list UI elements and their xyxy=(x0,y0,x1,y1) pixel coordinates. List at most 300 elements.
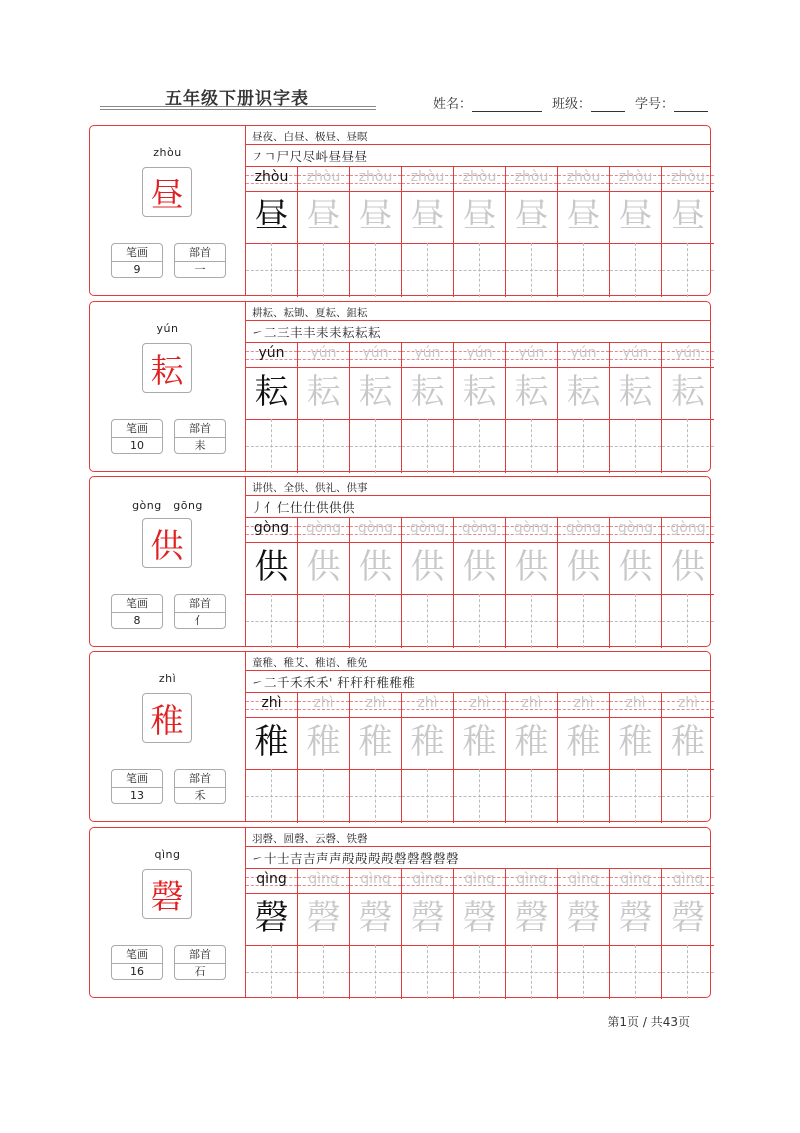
stroke-count-box xyxy=(111,594,163,629)
character-cell[interactable] xyxy=(558,367,609,420)
pinyin-cell[interactable] xyxy=(454,693,505,718)
character-cell[interactable] xyxy=(662,367,714,420)
character-trace: 昼 xyxy=(618,196,653,236)
blank-practice-cell[interactable] xyxy=(402,594,453,648)
character-cell[interactable] xyxy=(350,717,401,770)
card-info-panel xyxy=(90,652,246,821)
practice-column xyxy=(610,167,662,297)
blank-practice-cell[interactable] xyxy=(610,419,661,473)
guide-line xyxy=(271,594,272,648)
pinyin-cell[interactable] xyxy=(402,869,453,894)
stroke-order: ㇇ㄱ尸尺尽㞳昼昼昼 xyxy=(251,149,368,164)
pinyin-cell[interactable] xyxy=(662,693,714,718)
pinyin-heading: zhòu xyxy=(153,146,182,159)
pinyin-cell[interactable] xyxy=(298,167,349,192)
guide-line xyxy=(479,945,480,999)
character-card xyxy=(89,125,711,296)
card-info-panel xyxy=(90,477,246,646)
guide-line xyxy=(662,796,714,797)
main-character: 供 xyxy=(142,518,192,568)
practice-column xyxy=(610,518,662,648)
practice-column xyxy=(506,167,558,297)
guide-line xyxy=(635,945,636,999)
practice-column xyxy=(454,869,506,999)
character-cell[interactable] xyxy=(402,191,453,244)
radical-box xyxy=(174,243,226,278)
pinyin-trace: zhòu xyxy=(514,169,549,185)
practice-area xyxy=(246,828,710,997)
pinyin-cell[interactable] xyxy=(350,518,401,543)
pinyin-cell[interactable] xyxy=(506,518,557,543)
pinyin-cell[interactable] xyxy=(662,869,714,894)
pinyin-cell[interactable] xyxy=(558,693,609,718)
blank-practice-cell[interactable] xyxy=(246,243,297,297)
guide-line xyxy=(427,769,428,823)
character-cell[interactable] xyxy=(506,367,557,420)
pinyin-trace: zhòu xyxy=(306,169,341,185)
blank-practice-cell[interactable] xyxy=(246,769,297,823)
blank-practice-cell[interactable] xyxy=(558,243,609,297)
guide-line xyxy=(687,769,688,823)
blank-practice-cell[interactable] xyxy=(662,243,714,297)
blank-practice-cell[interactable] xyxy=(662,945,714,999)
pinyin-cell[interactable] xyxy=(246,343,297,368)
pinyin-cell[interactable] xyxy=(350,343,401,368)
guide-line xyxy=(375,594,376,648)
blank-practice-cell[interactable] xyxy=(350,243,401,297)
pinyin-cell[interactable] xyxy=(610,518,661,543)
divider xyxy=(246,144,710,145)
character-cell[interactable] xyxy=(246,542,297,595)
pinyin-cell[interactable] xyxy=(298,693,349,718)
card-info-panel xyxy=(90,828,246,997)
character-trace: 磬 xyxy=(618,898,653,938)
character-cell[interactable] xyxy=(610,367,661,420)
character-cell[interactable] xyxy=(350,542,401,595)
pinyin-cell[interactable] xyxy=(662,167,714,192)
guide-line xyxy=(427,945,428,999)
pinyin-cell[interactable] xyxy=(246,518,297,543)
blank-practice-cell[interactable] xyxy=(402,243,453,297)
pinyin-cell[interactable] xyxy=(610,693,661,718)
character-cell[interactable] xyxy=(298,542,349,595)
pinyin-cell[interactable] xyxy=(610,167,661,192)
pinyin-trace: zhì xyxy=(469,695,490,711)
class-field xyxy=(552,93,625,112)
practice-column xyxy=(610,343,662,473)
stroke-order: 丿亻仁仕仕供供供 xyxy=(251,500,356,515)
pinyin-cell[interactable] xyxy=(246,693,297,718)
pinyin-cell[interactable] xyxy=(558,343,609,368)
blank-practice-cell[interactable] xyxy=(350,594,401,648)
practice-area xyxy=(246,302,710,471)
pinyin-trace: zhòu xyxy=(358,169,393,185)
character-cell[interactable] xyxy=(610,717,661,770)
character-cell[interactable] xyxy=(454,717,505,770)
character-cell[interactable] xyxy=(610,542,661,595)
blank-practice-cell[interactable] xyxy=(246,594,297,648)
radical-box xyxy=(174,594,226,629)
blank-practice-cell[interactable] xyxy=(558,419,609,473)
character-cell[interactable] xyxy=(298,191,349,244)
stroke-order: ㇀十士吉吉声声殸殸殸殸磬磬磬磬磬 xyxy=(251,851,460,866)
blank-practice-cell[interactable] xyxy=(558,945,609,999)
practice-column xyxy=(454,167,506,297)
blank-practice-cell[interactable] xyxy=(610,594,661,648)
pinyin-cell[interactable] xyxy=(298,869,349,894)
character-cell[interactable] xyxy=(662,717,714,770)
guide-line xyxy=(479,769,480,823)
blank-practice-cell[interactable] xyxy=(610,945,661,999)
radical-value: 禾 xyxy=(194,789,206,802)
example-words: 昼夜、白昼、极昼、昼暝 xyxy=(252,131,368,143)
stroke-count-box xyxy=(111,769,163,804)
pinyin-cell[interactable] xyxy=(402,518,453,543)
pinyin-cell[interactable] xyxy=(506,693,557,718)
stroke-count-value: 16 xyxy=(130,965,144,978)
character-cell[interactable] xyxy=(298,893,349,946)
pinyin-trace: zhì xyxy=(521,695,542,711)
blank-practice-cell[interactable] xyxy=(298,419,349,473)
character-cell[interactable] xyxy=(246,367,297,420)
pinyin-cell[interactable] xyxy=(558,167,609,192)
practice-column xyxy=(610,869,662,999)
character-trace: 昼 xyxy=(358,196,393,236)
character-trace: 磬 xyxy=(306,898,341,938)
divider xyxy=(246,846,710,847)
character-cell[interactable] xyxy=(558,542,609,595)
pinyin-trace: gòng xyxy=(565,520,602,536)
character-cell[interactable] xyxy=(298,367,349,420)
stroke-count-value: 9 xyxy=(133,263,141,276)
guide-line xyxy=(662,972,714,973)
character-trace: 稚 xyxy=(306,722,341,762)
blank-practice-cell[interactable] xyxy=(402,769,453,823)
pinyin-heading: gòng gōng xyxy=(132,499,203,512)
blank-practice-cell[interactable] xyxy=(506,769,557,823)
radical-label: 部首 xyxy=(175,946,225,964)
example-words: 耕耘、耘锄、夏耘、鉏耘 xyxy=(252,307,368,319)
guide-line xyxy=(687,594,688,648)
pinyin-trace: gòng xyxy=(305,520,342,536)
character-cell[interactable] xyxy=(402,893,453,946)
guide-line xyxy=(687,243,688,297)
guide-line xyxy=(323,419,324,473)
pinyin-trace: zhòu xyxy=(410,169,445,185)
practice-column xyxy=(558,869,610,999)
pinyin-trace: qìng xyxy=(308,871,339,887)
blank-practice-cell[interactable] xyxy=(610,769,661,823)
practice-column xyxy=(662,869,714,999)
guide-line xyxy=(531,945,532,999)
character-cell[interactable] xyxy=(558,717,609,770)
guide-line xyxy=(531,594,532,648)
class-input[interactable] xyxy=(591,99,625,112)
practice-column xyxy=(402,167,454,297)
pinyin-trace: qìng xyxy=(412,871,443,887)
character-cell[interactable] xyxy=(454,367,505,420)
blank-practice-cell[interactable] xyxy=(662,769,714,823)
main-character: 稚 xyxy=(142,693,192,743)
character-trace: 供 xyxy=(410,547,445,587)
guide-line xyxy=(375,243,376,297)
character-cell[interactable] xyxy=(662,191,714,244)
pinyin-model: yún xyxy=(258,345,285,361)
pinyin-cell[interactable] xyxy=(506,869,557,894)
character-cell[interactable] xyxy=(454,542,505,595)
blank-practice-cell[interactable] xyxy=(454,419,505,473)
blank-practice-cell[interactable] xyxy=(662,419,714,473)
character-cell[interactable] xyxy=(246,191,297,244)
pinyin-cell[interactable] xyxy=(350,693,401,718)
stroke-count-label: 笔画 xyxy=(112,770,162,788)
radical-box xyxy=(174,945,226,980)
blank-practice-cell[interactable] xyxy=(298,243,349,297)
practice-area xyxy=(246,126,710,295)
character-cell[interactable] xyxy=(454,893,505,946)
pinyin-cell[interactable] xyxy=(298,343,349,368)
practice-column xyxy=(402,869,454,999)
guide-line xyxy=(427,594,428,648)
blank-practice-cell[interactable] xyxy=(454,243,505,297)
character-cell[interactable] xyxy=(350,367,401,420)
pinyin-trace: qìng xyxy=(672,871,704,887)
practice-column xyxy=(298,167,350,297)
character-cell[interactable] xyxy=(246,893,297,946)
guide-line xyxy=(427,419,428,473)
character-cell[interactable] xyxy=(610,893,661,946)
character-cell[interactable] xyxy=(506,893,557,946)
guide-line xyxy=(531,243,532,297)
name-input[interactable] xyxy=(472,99,542,112)
practice-column xyxy=(298,693,350,823)
pinyin-cell[interactable] xyxy=(454,518,505,543)
character-trace: 磬 xyxy=(462,898,497,938)
pinyin-trace: zhòu xyxy=(618,169,653,185)
blank-practice-cell[interactable] xyxy=(350,419,401,473)
pinyin-trace: qìng xyxy=(360,871,391,887)
character-model: 磬 xyxy=(254,898,289,938)
character-trace: 稚 xyxy=(462,722,497,762)
character-trace: 昼 xyxy=(566,196,601,236)
character-trace: 供 xyxy=(671,547,705,587)
practice-column xyxy=(454,518,506,648)
practice-column xyxy=(402,693,454,823)
character-trace: 供 xyxy=(358,547,393,587)
character-cell[interactable] xyxy=(662,893,714,946)
character-trace: 耘 xyxy=(462,372,497,412)
practice-column xyxy=(246,343,298,473)
practice-column xyxy=(662,518,714,648)
pinyin-trace: yún xyxy=(518,345,545,361)
blank-practice-cell[interactable] xyxy=(662,594,714,648)
stroke-count-value: 13 xyxy=(130,789,144,802)
blank-practice-cell[interactable] xyxy=(246,945,297,999)
card-info-panel xyxy=(90,302,246,471)
practice-column xyxy=(454,343,506,473)
stroke-order: ㇀二千禾禾禾' 秆秆秆稚稚稚 xyxy=(251,675,416,690)
practice-column xyxy=(402,343,454,473)
radical-value: 耒 xyxy=(194,439,206,452)
pinyin-cell[interactable] xyxy=(246,167,297,192)
pinyin-cell[interactable] xyxy=(506,343,557,368)
pinyin-cell[interactable] xyxy=(662,518,714,543)
blank-practice-cell[interactable] xyxy=(454,769,505,823)
guide-line xyxy=(427,243,428,297)
stroke-count-value: 8 xyxy=(133,614,141,627)
character-trace: 磬 xyxy=(671,898,705,938)
blank-practice-cell[interactable] xyxy=(350,769,401,823)
student-no-field xyxy=(635,93,708,112)
character-cell[interactable] xyxy=(350,191,401,244)
character-trace: 稚 xyxy=(410,722,445,762)
character-cell[interactable] xyxy=(402,542,453,595)
pinyin-cell[interactable] xyxy=(610,869,661,894)
character-model: 供 xyxy=(254,547,289,587)
guide-line xyxy=(662,270,714,271)
blank-practice-cell[interactable] xyxy=(506,419,557,473)
radical-value: 亻 xyxy=(194,614,206,627)
pinyin-cell[interactable] xyxy=(402,693,453,718)
character-trace: 稚 xyxy=(566,722,601,762)
character-cell[interactable] xyxy=(506,191,557,244)
blank-practice-cell[interactable] xyxy=(506,945,557,999)
character-cell[interactable] xyxy=(558,893,609,946)
blank-practice-cell[interactable] xyxy=(506,243,557,297)
guide-line xyxy=(687,945,688,999)
main-character: 昼 xyxy=(142,167,192,217)
practice-column xyxy=(610,693,662,823)
pinyin-cell[interactable] xyxy=(610,343,661,368)
character-cell[interactable] xyxy=(610,191,661,244)
practice-column xyxy=(246,869,298,999)
pinyin-cell[interactable] xyxy=(454,869,505,894)
pinyin-cell[interactable] xyxy=(298,518,349,543)
guide-line xyxy=(271,243,272,297)
pinyin-trace: yún xyxy=(674,345,702,361)
character-cell[interactable] xyxy=(506,717,557,770)
pinyin-cell[interactable] xyxy=(558,869,609,894)
practice-column xyxy=(558,693,610,823)
student-no-input[interactable] xyxy=(674,99,708,112)
pinyin-trace: zhì xyxy=(573,695,594,711)
character-cell[interactable] xyxy=(350,893,401,946)
blank-practice-cell[interactable] xyxy=(610,243,661,297)
blank-practice-cell[interactable] xyxy=(298,769,349,823)
character-model: 昼 xyxy=(254,196,289,236)
pinyin-cell[interactable] xyxy=(246,869,297,894)
character-trace: 供 xyxy=(462,547,497,587)
pinyin-heading: qìng xyxy=(154,848,181,861)
pinyin-cell[interactable] xyxy=(662,343,714,368)
character-card xyxy=(89,827,711,998)
guide-line xyxy=(271,419,272,473)
blank-practice-cell[interactable] xyxy=(506,594,557,648)
pinyin-model: gòng xyxy=(253,520,290,536)
character-cell[interactable] xyxy=(402,367,453,420)
guide-line xyxy=(479,243,480,297)
pinyin-cell[interactable] xyxy=(350,869,401,894)
guide-line xyxy=(271,769,272,823)
pinyin-cell[interactable] xyxy=(558,518,609,543)
character-model: 耘 xyxy=(254,372,289,412)
character-trace: 昼 xyxy=(462,196,497,236)
pinyin-cell[interactable] xyxy=(454,167,505,192)
character-cell[interactable] xyxy=(506,542,557,595)
practice-column xyxy=(350,869,402,999)
character-trace: 昼 xyxy=(514,196,549,236)
character-cell[interactable] xyxy=(558,191,609,244)
practice-column xyxy=(558,518,610,648)
blank-practice-cell[interactable] xyxy=(454,945,505,999)
pinyin-trace: yún xyxy=(310,345,337,361)
divider xyxy=(246,495,710,496)
guide-line xyxy=(583,769,584,823)
page-title: 五年级下册识字表 xyxy=(165,89,309,109)
pinyin-trace: gòng xyxy=(513,520,550,536)
pinyin-heading: zhì xyxy=(158,672,177,685)
blank-practice-cell[interactable] xyxy=(454,594,505,648)
pinyin-cell[interactable] xyxy=(402,343,453,368)
blank-practice-cell[interactable] xyxy=(298,594,349,648)
character-cell[interactable] xyxy=(662,542,714,595)
guide-line xyxy=(635,419,636,473)
pinyin-trace: zhì xyxy=(625,695,646,711)
blank-practice-cell[interactable] xyxy=(350,945,401,999)
character-trace: 磬 xyxy=(358,898,393,938)
pinyin-cell[interactable] xyxy=(402,167,453,192)
pinyin-trace: zhòu xyxy=(671,169,705,185)
character-cell[interactable] xyxy=(246,717,297,770)
stroke-count-value: 10 xyxy=(130,439,144,452)
pinyin-trace: gòng xyxy=(409,520,446,536)
example-words: 羽磬、圆磬、云磬、铁磬 xyxy=(252,833,368,845)
practice-area xyxy=(246,477,710,646)
pinyin-trace: zhì xyxy=(313,695,334,711)
example-words: 童稚、稚艾、稚语、稚免 xyxy=(252,657,368,669)
pinyin-cell[interactable] xyxy=(454,343,505,368)
stroke-count-label: 笔画 xyxy=(112,595,162,613)
pinyin-trace: zhì xyxy=(677,695,699,711)
blank-practice-cell[interactable] xyxy=(298,945,349,999)
blank-practice-cell[interactable] xyxy=(558,769,609,823)
blank-practice-cell[interactable] xyxy=(402,945,453,999)
character-trace: 昼 xyxy=(306,196,341,236)
character-cell[interactable] xyxy=(298,717,349,770)
blank-practice-cell[interactable] xyxy=(246,419,297,473)
character-trace: 昼 xyxy=(410,196,445,236)
character-trace: 耘 xyxy=(410,372,445,412)
class-label: 班级： xyxy=(552,97,592,112)
blank-practice-cell[interactable] xyxy=(402,419,453,473)
pinyin-model: zhì xyxy=(261,695,282,711)
stroke-order: ㇀二三丰丰耒耒耘耘耘 xyxy=(251,325,382,340)
guide-line xyxy=(531,769,532,823)
character-cell[interactable] xyxy=(402,717,453,770)
student-no-label: 学号： xyxy=(635,97,675,112)
practice-column xyxy=(246,693,298,823)
character-cell[interactable] xyxy=(454,191,505,244)
pinyin-cell[interactable] xyxy=(350,167,401,192)
guide-line xyxy=(531,419,532,473)
guide-line xyxy=(375,419,376,473)
blank-practice-cell[interactable] xyxy=(558,594,609,648)
practice-column xyxy=(662,693,714,823)
pinyin-cell[interactable] xyxy=(506,167,557,192)
pinyin-trace: yún xyxy=(466,345,493,361)
pinyin-trace: qìng xyxy=(620,871,651,887)
pinyin-trace: qìng xyxy=(568,871,599,887)
